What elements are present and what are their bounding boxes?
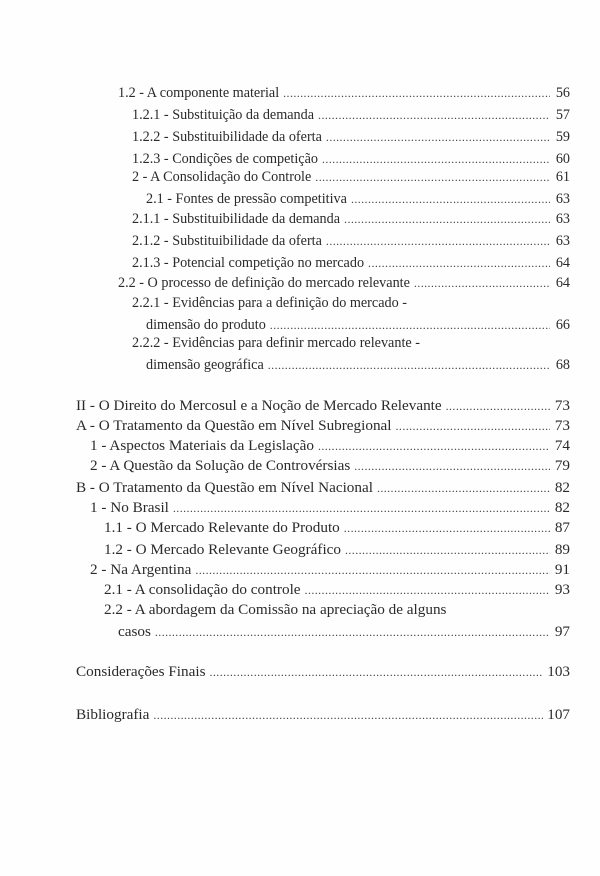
toc-entry-page: 68 xyxy=(555,357,570,373)
dot-leader xyxy=(155,622,550,642)
toc-entry xyxy=(132,149,570,169)
toc-entry-label: 1 - No Brasil xyxy=(90,499,169,516)
dot-leader xyxy=(344,518,550,538)
dot-leader xyxy=(368,253,550,273)
toc-entry-label: 1.2 - A componente material xyxy=(118,85,280,101)
toc-entry xyxy=(118,273,570,293)
toc-entry-page: 57 xyxy=(555,107,570,123)
toc-entry xyxy=(104,518,570,538)
toc-entry-page: 63 xyxy=(555,233,570,249)
toc-entry-page: 73 xyxy=(554,417,570,434)
dot-leader xyxy=(446,396,550,416)
dot-leader xyxy=(305,580,550,600)
toc-entry-page: 91 xyxy=(554,561,570,578)
toc-entry-page: 66 xyxy=(555,317,570,333)
dot-leader xyxy=(173,498,550,518)
toc-entry-label: 2.1 - A consolidação do controle xyxy=(104,581,301,598)
dot-leader xyxy=(153,705,543,725)
toc-entry xyxy=(146,355,570,375)
toc-entry xyxy=(118,83,570,103)
toc-entry-page: 60 xyxy=(555,151,570,167)
toc-entry xyxy=(76,662,570,682)
toc-entry xyxy=(76,396,570,416)
toc-entry xyxy=(90,560,570,580)
dot-leader xyxy=(268,355,550,375)
toc-entry-label: 2 - A Consolidação do Controle xyxy=(132,169,312,185)
toc-entry-label: 2.2 - O processo de definição do mercado relevante xyxy=(118,275,410,291)
toc-entry-page: 97 xyxy=(554,623,570,640)
toc-entry xyxy=(132,127,570,147)
toc-entry-label: 1.2.3 - Condições de competição xyxy=(132,151,318,167)
toc-entry-label: 1.1 - O Mercado Relevante do Produto xyxy=(104,519,340,536)
toc-entry-page: 89 xyxy=(554,541,570,558)
dot-leader xyxy=(210,662,544,682)
dot-leader xyxy=(351,189,550,209)
dot-leader xyxy=(396,416,550,436)
dot-leader xyxy=(326,231,550,251)
toc-entry-page: 64 xyxy=(555,275,570,291)
toc-entry-page: 59 xyxy=(555,129,570,145)
toc-entry-label: dimensão geográfica xyxy=(146,357,264,373)
toc-entry xyxy=(146,315,570,335)
toc-entry-page: 103 xyxy=(547,663,570,680)
toc-entry-page: 87 xyxy=(554,519,570,536)
toc-entry-label: II - O Direito do Mercosul e a Noção de Mercado Relevante xyxy=(76,397,442,414)
dot-leader xyxy=(414,273,550,293)
toc-entry-label: Bibliografia xyxy=(76,706,150,723)
toc-entry xyxy=(132,231,570,251)
toc-entry-label: 2.1 - Fontes de pressão competitiva xyxy=(146,191,347,207)
toc-entry-page: 82 xyxy=(554,499,570,516)
dot-leader xyxy=(318,105,550,125)
toc-entry-label: 2 - Na Argentina xyxy=(90,561,192,578)
toc-entry-first-line: 2.2.1 - Evidências para a definição do mercado - xyxy=(132,295,407,311)
toc-entry xyxy=(132,105,570,125)
toc-entry-page: 73 xyxy=(554,397,570,414)
toc-entry-page: 63 xyxy=(555,191,570,207)
toc-entry xyxy=(104,580,570,600)
toc-entry-label: 2.1.1 - Substituibilidade da demanda xyxy=(132,211,341,227)
toc-entry xyxy=(132,209,570,229)
toc-entry xyxy=(146,189,570,209)
toc-entry-page: 56 xyxy=(555,85,570,101)
toc-entry-label: 2.1.2 - Substituibilidade da oferta xyxy=(132,233,322,249)
toc-entry-first-line: 2.2.2 - Evidências para definir mercado relevante - xyxy=(132,335,420,351)
toc-entry-label: 1.2.2 - Substituibilidade da oferta xyxy=(132,129,322,145)
toc-entry-label: 2.1.3 - Potencial competição no mercado xyxy=(132,255,365,271)
dot-leader xyxy=(377,478,550,498)
toc-entry xyxy=(90,498,570,518)
dot-leader xyxy=(344,209,550,229)
toc-entry-label: dimensão do produto xyxy=(146,317,266,333)
toc-entry-page: 93 xyxy=(554,581,570,598)
toc-entry-label: 1.2 - O Mercado Relevante Geográfico xyxy=(104,541,341,558)
toc-entry-page: 107 xyxy=(547,706,570,723)
toc-entry-label: A - O Tratamento da Questão em Nível Subregional xyxy=(76,417,392,434)
toc-entry xyxy=(76,478,570,498)
dot-leader xyxy=(283,83,550,103)
toc-entry xyxy=(90,436,570,456)
toc-entry xyxy=(76,705,570,725)
dot-leader xyxy=(315,167,550,187)
toc-entry-page: 64 xyxy=(555,255,570,271)
toc-entry-page: 79 xyxy=(554,457,570,474)
toc-entry-page: 82 xyxy=(554,479,570,496)
dot-leader xyxy=(326,127,550,147)
toc-entry-label: B - O Tratamento da Questão em Nível Nacional xyxy=(76,479,373,496)
toc-entry xyxy=(104,540,570,560)
dot-leader xyxy=(195,560,550,580)
dot-leader xyxy=(322,149,550,169)
toc-entry-label: 1.2.1 - Substituição da demanda xyxy=(132,107,315,123)
toc-entry xyxy=(76,416,570,436)
toc-entry xyxy=(118,622,570,642)
dot-leader xyxy=(318,436,550,456)
toc-entry xyxy=(132,167,570,187)
toc-entry-page: 61 xyxy=(555,169,570,185)
toc-entry-label: Considerações Finais xyxy=(76,663,206,680)
toc-entry-label: casos xyxy=(118,623,151,640)
toc-entry-label: 1 - Aspectos Materiais da Legislação xyxy=(90,437,314,454)
toc-entry xyxy=(132,253,570,273)
dot-leader xyxy=(270,315,550,335)
dot-leader xyxy=(354,456,550,476)
toc-entry-first-line: 2.2 - A abordagem da Comissão na apreciação de alguns xyxy=(104,601,447,618)
toc-entry-page: 63 xyxy=(555,211,570,227)
toc-entry-label: 2 - A Questão da Solução de Controvérsias xyxy=(90,457,351,474)
toc-entry-page: 74 xyxy=(554,437,570,454)
dot-leader xyxy=(345,540,550,560)
toc-entry xyxy=(90,456,570,476)
